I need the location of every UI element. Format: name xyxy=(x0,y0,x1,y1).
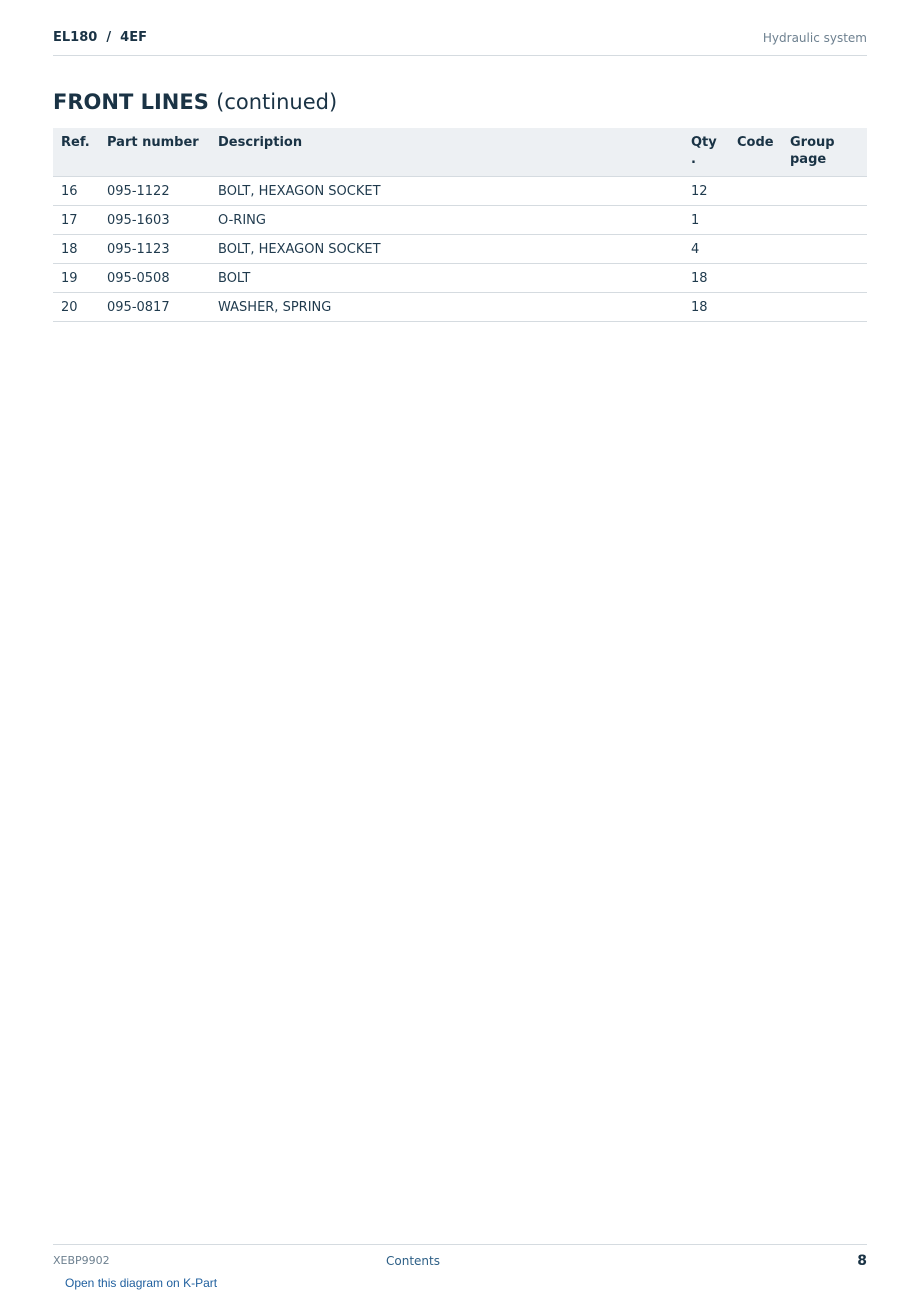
cell-part-number: 095-1603 xyxy=(99,206,210,235)
model-label: EL180 / 4EF xyxy=(53,30,147,45)
cell-group-page xyxy=(782,177,867,206)
cell-group-page xyxy=(782,264,867,293)
title-main: FRONT LINES xyxy=(53,90,209,114)
column-header-qty: Qty . xyxy=(683,128,729,177)
column-header-description: Description xyxy=(210,128,683,177)
cell-qty: 1 xyxy=(683,206,729,235)
cell-group-page xyxy=(782,206,867,235)
cell-qty: 18 xyxy=(683,264,729,293)
page-title xyxy=(53,90,337,114)
section-label: Hydraulic system xyxy=(762,31,867,45)
cell-part-number: 095-1122 xyxy=(99,177,210,206)
parts-table xyxy=(53,128,867,322)
contents-link[interactable]: Contents xyxy=(386,1254,440,1268)
column-header-code: Code xyxy=(729,128,782,177)
table-row xyxy=(53,235,867,264)
title-suffix: (continued) xyxy=(216,90,338,114)
cell-code xyxy=(729,264,782,293)
cell-qty: 18 xyxy=(683,293,729,322)
cell-part-number: 095-0508 xyxy=(99,264,210,293)
cell-part-number: 095-1123 xyxy=(99,235,210,264)
cell-description: BOLT, HEXAGON SOCKET xyxy=(210,235,683,264)
cell-ref: 17 xyxy=(53,206,99,235)
cell-description: WASHER, SPRING xyxy=(210,293,683,322)
page-header xyxy=(53,28,867,56)
cell-qty: 12 xyxy=(683,177,729,206)
open-kpart-link[interactable]: Open this diagram on K-Part xyxy=(65,1276,218,1290)
cell-ref: 19 xyxy=(53,264,99,293)
cell-description: BOLT, HEXAGON SOCKET xyxy=(210,177,683,206)
cell-code xyxy=(729,177,782,206)
column-header-group-page: Group page xyxy=(782,128,867,177)
cell-group-page xyxy=(782,293,867,322)
table-row xyxy=(53,293,867,322)
cell-code xyxy=(729,206,782,235)
cell-part-number: 095-0817 xyxy=(99,293,210,322)
table-header-row xyxy=(53,128,867,177)
document-code: XEBP9902 xyxy=(53,1254,110,1267)
table-row xyxy=(53,206,867,235)
cell-qty: 4 xyxy=(683,235,729,264)
cell-code xyxy=(729,293,782,322)
cell-ref: 20 xyxy=(53,293,99,322)
cell-description: O-RING xyxy=(210,206,683,235)
cell-ref: 16 xyxy=(53,177,99,206)
cell-code xyxy=(729,235,782,264)
page-number: 8 xyxy=(857,1253,867,1269)
cell-group-page xyxy=(782,235,867,264)
column-header-part-number: Part number xyxy=(99,128,210,177)
cell-ref: 18 xyxy=(53,235,99,264)
page-footer xyxy=(53,1244,867,1274)
table-row xyxy=(53,177,867,206)
cell-description: BOLT xyxy=(210,264,683,293)
table-row xyxy=(53,264,867,293)
column-header-ref: Ref. xyxy=(53,128,99,177)
